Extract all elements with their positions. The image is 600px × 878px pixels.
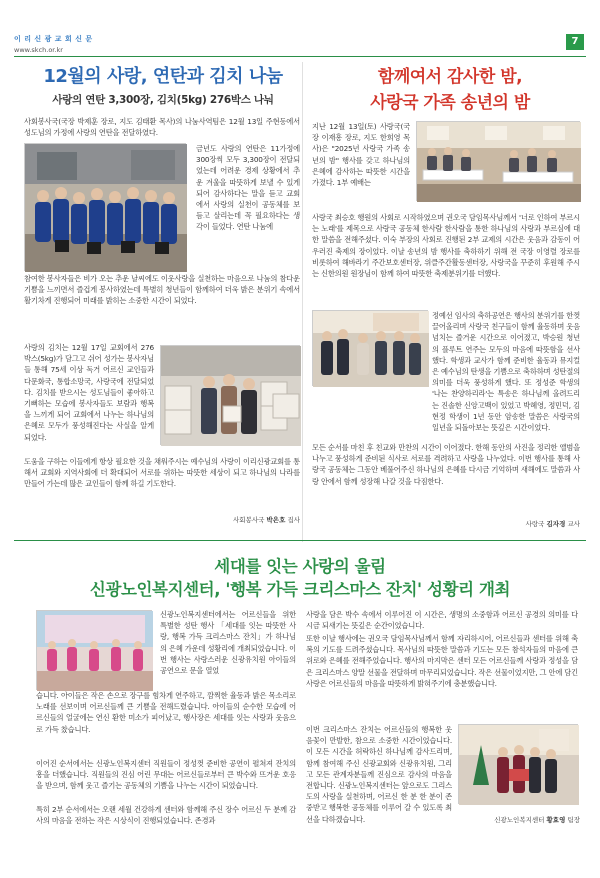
- credit-name: 박은호: [266, 516, 286, 524]
- article3-title-line1: 세대를 잇는 사랑의 울림: [214, 557, 386, 576]
- article2-credit: [470, 519, 580, 528]
- newspaper-url[interactable]: www.skch.or.kr: [14, 46, 63, 54]
- header-rule: [14, 56, 586, 57]
- article3-title-line2: 신광노인복지센터, '행복 가득 크리스마스 잔치' 성황리 개최: [89, 580, 511, 599]
- article1-intro: 사회봉사국(국장 박제훈 장로, 지도 김태환 목사)의 나눔사역팀은 12월 13일 주현동에서 성도님의 가정에 사랑의 연탄을 전달하였다.: [24, 117, 300, 138]
- article2-photo-dinner: [416, 121, 580, 201]
- article1-paragraph1-cont: 참여한 봉사자들은 비가 오는 추운 날씨에도 이웃사랑을 실천하는 마음으로 나눔의 참다운 기쁨을 느끼면서 즐겁게 봉사하였는데 특별히 청년들이 함께하여 더욱 밝은 분위기 속에서 활기차게 진행되어 미래를 밝히는 소중한 시간이 되었다.: [24, 274, 300, 306]
- article2-paragraph1-cont: 사랑국 최승호 행원의 사회로 시작하였으며 권오국 담임목사님께서 '너로 인하여 부르시는 노래'를 제목으로 사랑국 공동체 한사람 한사람을 통한 하나님의 사랑과 부르심에 대한 말씀을 전해주셨다. 이숙 부장의 사회로 진행된 2부 교제의 시간은 웃음과 감동이 어우러진 축제의 장이었다. 이날 송년의 밤 행사를 축하하기 위해 전 국장 이영렬 장로를 비롯하여 해바라기 주간보호센터장, 위클주간활동센터장, 사랑국을 꾸준히 후원해 주시는 신한의원 원장님이 함께 하여 따뜻한 축제분위기를 더했다.: [312, 213, 580, 279]
- article2-title-line1: 함께여서 감사한 밤,: [377, 67, 523, 87]
- article3-paragraph2: 이어진 순서에서는 신광노인복지센터 직원들이 정성껏 준비한 공연이 펼쳐져 잔치의 흥을 더했습니다. 직원들의 진심 어린 무대는 어르신들로부터 큰 박수와 뜨거운 호응을 받으며, 함께 웃고 즐기는 공동체의 기쁨을 나누는 시간이 되었습니다.: [36, 759, 296, 791]
- article3-credit: [440, 815, 580, 824]
- article2-paragraph1: 지난 12월 13일(토) 사랑국(국장 이재흥 장로, 지도 한희영 목사)은 "2025년 사랑국 가족 송년의 밤" 행사를 갖고 하나님의 은혜에 감사하는 따뜻한 시간을 가졌다. 1부 예배는: [312, 122, 410, 188]
- article3-paragraph1: 신광노인복지센터에서는 어르신들을 위한 특별한 성탄 행사 「세대를 잇는 따뜻한 사랑, 행복 가득 크리스마스 잔치」가 하나님의 은혜 가운데 성황리에 개최되었습니다. 이번 행사는 사랑스러운 신광유치원 아이들의 공연으로 문을 열었: [160, 610, 296, 676]
- article3-paragraph6: 이번 크리스마스 잔치는 어르신들의 행복한 웃음꽃이 만발한, 참으로 소중한 시간이었습니다. 이 모든 시간을 허락하신 하나님께 감사드리며, 함께 참여해 주신 신광교회와 신광유치원, 그리고 모든 관계자분들께 진심으로 감사의 마음을 전합니다. 신광노인복지센터는 앞으로도 그리스도의 사랑을 실천하며, 어르신 한 분 한 분이 존중받고 행복한 공동체를 이루어 갈 수 있도록 최선을 다하겠습니다.: [306, 725, 452, 824]
- article1-title: 12월의 사랑, 연탄과 김치 나눔: [43, 66, 283, 87]
- column-divider: [302, 62, 303, 542]
- article1-photo-volunteers: [24, 143, 186, 271]
- article1-paragraph2: 사랑의 김치는 12월 17일 교회에서 276박스(5kg)가 담그고 쉬어 성가는 봉사자님들 통해 75세 이상 독거 어르신 교인들과 다문화국, 통합소망국, 사랑국에 전달되었다. 김치를 받으시는 성도님들이 좋아하고 기뻐하는 모습에 봉사자들도 보람과 행복을 느끼게 되어 교회에서 나누는 하나님의 은혜로 모두가 풍성해진다는 사실을 알게 되었다.: [24, 343, 154, 442]
- article2-paragraph3: 모든 순서를 마친 후 친교와 만찬의 시간이 이어졌다. 한해 동안의 사진을 정리한 앨범을 나누고 풍성하게 준비된 식사로 서로를 격려하고 사랑을 나누었다. 이번 행사를 통해 사랑국 공동체는 그동안 베풀어주신 하나님의 은혜를 다시금 기억하며 새해에도 말씀과 사랑 안에서 함께 성장해 나갈 것을 다짐한다.: [312, 443, 580, 486]
- credit-name: 황효영: [546, 816, 566, 824]
- article1-paragraph1: 금년도 사랑의 연탄은 11가정에 300장씩 모두 3,300장이 전달되었는데 어려운 경제 상황에서 추운 겨울을 따뜻하게 보낼 수 있게 되어 감사하다는 말을 듣고 교회에서 사랑의 실천이 공동체를 보듬고 살리는데 꼭 필요하다는 생각이 들었다. 연탄 나눔에: [196, 144, 300, 232]
- article2-title: [320, 64, 580, 116]
- article2-paragraph2: 정예선 임사의 축하공연은 행사의 분위기를 한껏 끌어올리며 사랑국 친구들이 함께 율동하며 웃음 넘치는 즐거운 시간으로 이어졌고, 박승원 청년의 플루트 연주는 모두의 마음에 따뜻함을 선사했다. 학생과 교사가 함께 준비한 율동과 뮤지컬은 예수님의 탄생을 기쁨으로 축하하며 성탄절의 의미를 더욱 풍성하게 했다. 또 정성준 학생의 '나는 찬양하리라'는 특송은 하나님께 올려드리는 진솔한 신앙고백이 있었고 박혜영, 정민덕, 김현정 학생이 1년 동안 암송한 말씀은 사랑국의 일년을 되돌아보는 뜻깊은 시간이었다.: [432, 311, 580, 433]
- credit-name: 김자경: [546, 520, 566, 528]
- article1-photo-kimchi: [160, 345, 300, 445]
- credit-role: 사랑국: [525, 520, 545, 528]
- article1-paragraph3: 도움을 구하는 이들에게 항상 필요한 것을 채워주시는 예수님의 사랑이 이리신광교회를 통해서 교회와 지역사회에 더 확대되어 서로를 위하는 따뜻한 세상이 되고 하나님의 나라를 만들어 가는데 많은 교인들이 함께 하길 기도한다.: [24, 457, 300, 489]
- article1-subtitle: 사랑의 연탄 3,300장, 김치(5kg) 276박스 나눠: [52, 94, 274, 106]
- article3-paragraph1-cont: 습니다. 아이들은 작은 손으로 장구를 힘차게 연주하고, 깜찍한 율동과 밝은 목소리로 노래를 선보이며 어르신들께 큰 기쁨을 전해드렸습니다. 아이들의 순수한 모습에 어르신들의 얼굴에는 연신 환한 미소가 피어났고, 행사장은 세대를 잇는 사랑과 웃음으로 가득 찼습니다.: [36, 691, 296, 734]
- newspaper-name: 이 리 신 광 교 회 신 문: [14, 35, 93, 43]
- article2-title-line2: 사랑국 가족 송년의 밤: [370, 93, 530, 113]
- credit-suffix: 교사: [567, 520, 580, 528]
- article1-credit: [200, 515, 300, 524]
- article2-photo-performance: [312, 310, 428, 386]
- article3-photo-award: [458, 724, 578, 804]
- credit-suffix: 팀장: [567, 816, 580, 824]
- masthead: [14, 34, 93, 54]
- article3-paragraph4: 사랑을 담은 박수 속에서 이루어진 이 시간은, 생명의 소중함과 어르신 공경의 의미를 다시금 되새기는 뜻깊은 순간이었습니다.: [306, 610, 578, 631]
- credit-role: 사회봉사국: [233, 516, 265, 524]
- article3-paragraph3: 특히 2부 순서에서는 오랜 세월 건강하게 센터와 함께해 주신 장수 어르신 두 분께 감사의 마음을 전하는 작은 시상식이 진행되었습니다. 존경과: [36, 805, 296, 826]
- article3-photo-children: [36, 610, 152, 690]
- section-separator: [14, 540, 586, 541]
- credit-suffix: 집사: [287, 516, 300, 524]
- page-number: 7: [566, 34, 584, 50]
- credit-role: 신광노인복지센터: [494, 816, 545, 824]
- article3-paragraph5: 또한 이날 행사에는 권오국 담임목사님께서 함께 자리하시어, 어르신들과 센터를 위해 축복의 기도를 드려주셨습니다. 목사님의 따뜻한 말씀과 기도는 모든 참석자들의 마음에 큰 위로와 은혜를 전해주었습니다. 행사의 마지막은 센터 모든 어르신들께 사랑과 정성을 담은 크리스마스 양말 선물을 전달하며 마무리되었습니다. 작은 선물이었지만, 그 안에 담긴 사랑은 어르신들의 마음을 따뜻하게 밝혀주기에 충분했습니다.: [306, 634, 578, 688]
